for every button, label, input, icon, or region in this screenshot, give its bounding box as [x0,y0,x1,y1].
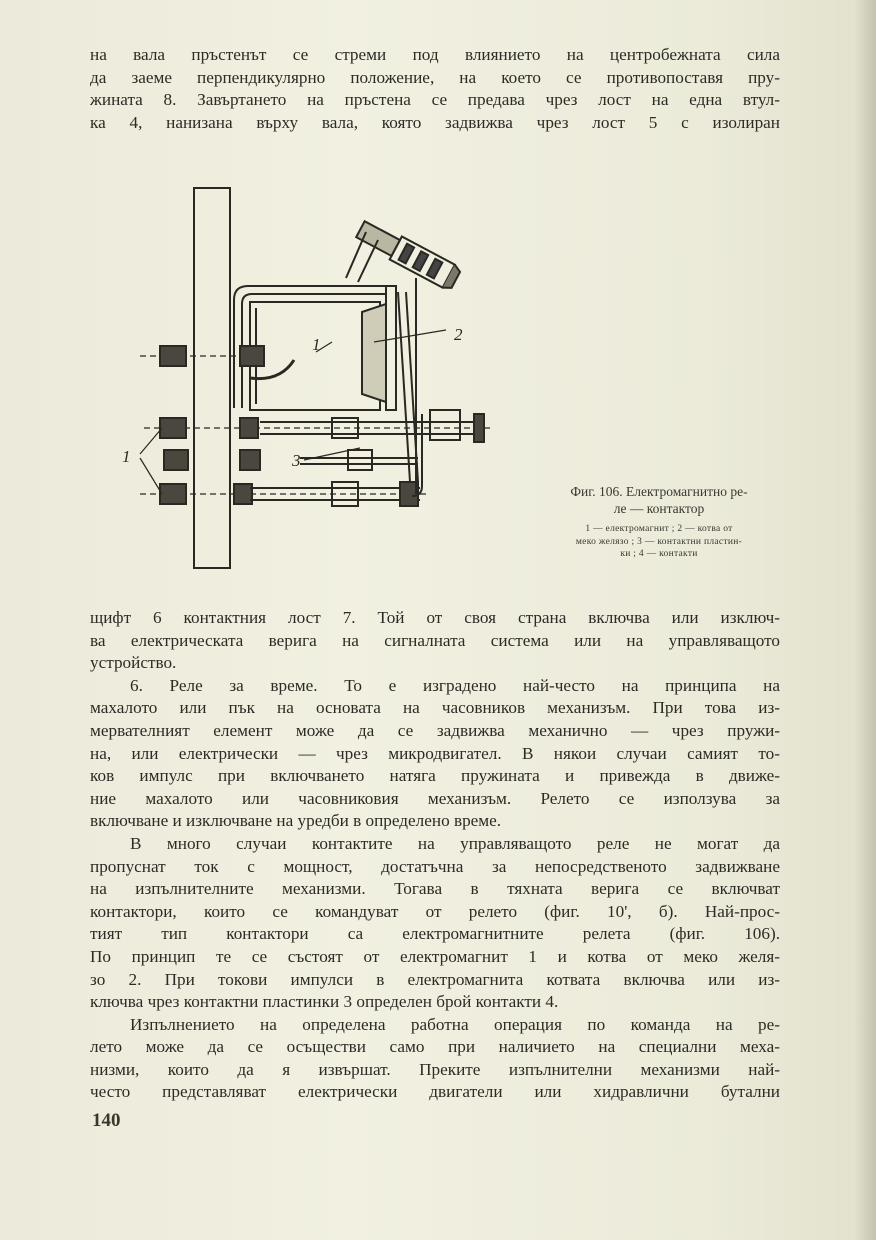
relay-contactor-drawing [100,182,520,602]
text-line: зо 2. При токови импулси в електромагнита котвата включва или из- [90,969,780,989]
text-line: на изпълнителните механизми. Тогава в тяхната верига се включват [90,879,780,899]
label-1-bolts: 1 [122,447,131,466]
text-line: мервателният елемент може да се задвижва механично — чрез пружи- [90,720,780,740]
label-1-coil: 1 [312,335,321,354]
text-line: лето може да се осъществи само при наличието на специални меха- [90,1037,780,1057]
text-line: 6. Реле за време. То е изградено най-често на принципа на [130,675,780,695]
armature [386,286,396,410]
bolt-row-4 [140,482,430,506]
text-line: на, или електрически — чрез микродвигател. В някои случаи самият то- [90,743,780,763]
text-line: на вала пръстенът се стреми под влиянието на центробежната сила [90,45,780,64]
text-line: контактори, които се командуват от релето (фиг. 10', б). Най-прос- [90,901,780,921]
label-3: 3 [292,451,301,470]
electromagnet-coil [250,302,380,410]
text-line: ние махалото или часовниковия механизъм. Релето се използува за [90,788,780,808]
caption-legend: 1 — електромагнит ; 2 — котва от меко желязо ; 3 — контактни пластин- ки ; 4 — контакти [575,524,743,559]
page-number: 140 [92,1110,121,1131]
text-line: По принцип те се състоят от електромагнит 1 и котва от меко желя- [90,946,780,966]
label-2: 2 [454,325,463,344]
text-line: низми, които да я извършат. Преките изпълнителни механизми най- [90,1059,780,1079]
text-line: ков импулс при включването натяга пружината и привежда в движе- [90,766,780,786]
top-paragraph [90,44,780,134]
text-line: ключва чрез контактни пластинки 3 определен брой контакти 4. [90,992,559,1012]
text-line: жината 8. Завъртането на пръстена се предава чрез лост на една втул- [90,90,780,110]
text-line: Изпълнението на определена работна операция по команда на ре- [130,1014,780,1034]
text-line: пропуснат ток с мощност, достатъчна за непосредственото задвижване [90,856,780,876]
body-text [90,607,780,1104]
mounting-panel [194,188,230,568]
page-edge-shadow [854,0,876,1240]
text-line: често представляват електрически двигатели или хидравлични бутални [90,1082,780,1102]
text-line: ка 4, нанизана върху вала, която задвижва чрез лост 5 с изолиран [90,112,780,132]
bolt-row-1 [140,346,294,379]
caption-title: Фиг. 106. Електромагнитно ре- ле — контактор [570,484,748,516]
text-line: щифт 6 контактния лост 7. Той от своя страна включва или изключ- [90,608,780,627]
text-line: махалото или пък на основата на часовников механизъм. При това из- [90,698,780,718]
text-line: В много случаи контактите на управляващото реле не могат да [130,833,780,853]
bolt-row-3 [164,450,418,470]
text-line: да заеме перпендикулярно положение, на което се противопоставя пру- [90,67,780,87]
text-line: ва електрическата верига на сигналната система или на управляващото [90,630,780,650]
figure-caption [528,483,790,561]
text-line: включване и изключване на уредби в определено време. [90,811,502,831]
bolt-row-2 [144,410,490,442]
text-line: тият тип контактори са електромагнитните релета (фиг. 106). [90,924,780,944]
text-line: устройство. [90,653,177,673]
